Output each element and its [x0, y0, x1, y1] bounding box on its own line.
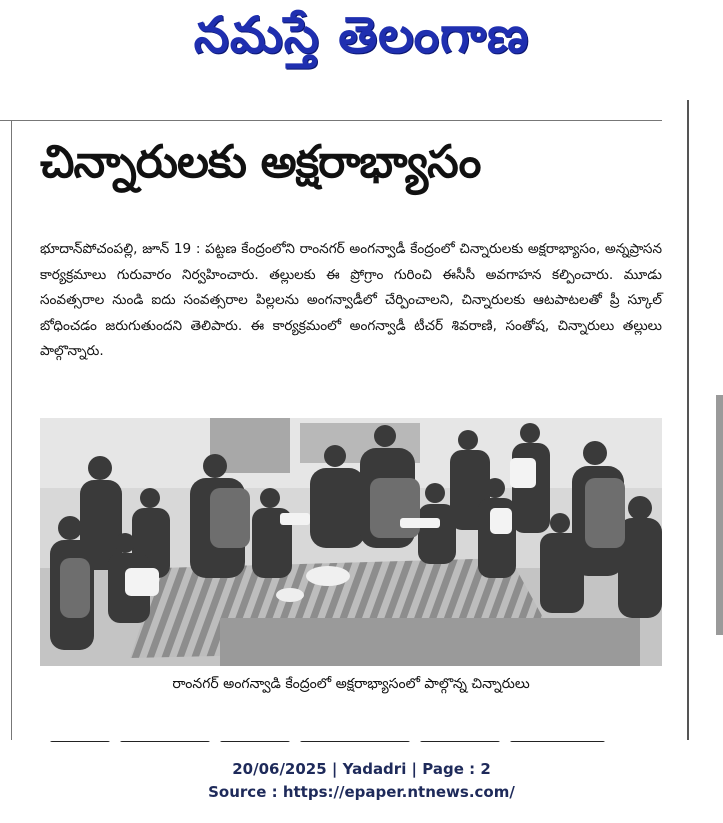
photo-caption: రాంనగర్ అంగన్వాడి కేంద్రంలో అక్షరాభ్యాసంలో పాల్గొన్న చిన్నారులు: [172, 676, 530, 692]
article-photo: [40, 418, 662, 666]
column-top-rule: [0, 120, 662, 121]
column-left-rule: [11, 120, 12, 740]
article-headline: చిన్నారులకు అక్షరాభ్యాసం: [40, 135, 481, 188]
column-right-rule: [687, 100, 689, 740]
source-url: Source : https://epaper.ntnews.com/: [208, 783, 515, 801]
cropped-next-headline: [50, 734, 660, 742]
adjacent-photo-fragment: [716, 395, 723, 635]
article-body: భూదాన్‌పోచంపల్లి, జూన్ 19 : పట్టణ కేంద్రంలోని రాంనగర్ అంగన్వాడీ కేంద్రంలో చిన్నారులకు అక్షరాభ్యాసం, అన్నప్రాసన కార్యక్రమాలు గురువారం నిర్వహించారు. తల్లులకు ఈ ప్రోగ్రాం గురించి ఈసీసీ అవగాహన కల్పించారు. మూడు సంవత్సరాల నుండి ఐదు సంవత్సరాల పిల్లలను అంగన్వాడీలో చేర్పించాలని, చిన్నారులకు ఆటపాటలతో ప్రీ స్కూల్ బోధించడం జరుగుతుందని తెలిపారు. ఈ కార్యక్రమంలో అంగన్వాడీ టీచర్ శివరాణి, సంతోష, చిన్నారులు తల్లులు పాల్గొన్నారు.: [40, 241, 662, 359]
masthead-title: నమస్తే తెలంగాణ: [193, 6, 530, 64]
newspaper-masthead: [0, 0, 723, 92]
edition-info: 20/06/2025 | Yadadri | Page : 2: [232, 760, 491, 778]
